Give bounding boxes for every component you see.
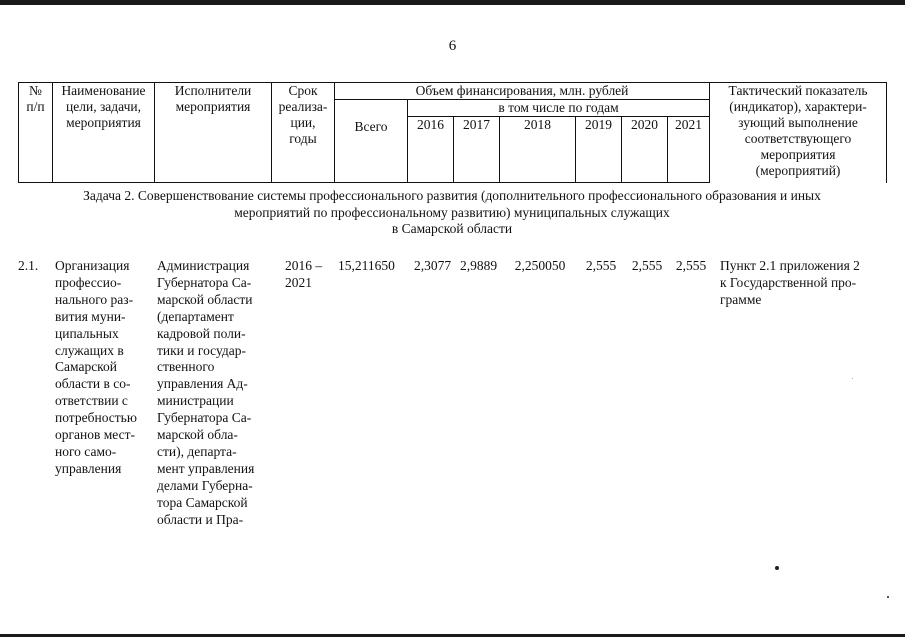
header-financing-title: Объем финансирования, млн. рублей xyxy=(335,83,710,100)
row-year-2020: 2,555 xyxy=(631,258,663,273)
header-year-2021: 2021 xyxy=(668,117,710,183)
task-heading: Задача 2. Совершенствование системы профессионального развития (дополнительного профессионального образования и иных мероприятий по профессиональному развитию) муниципальных служащих в Самарской области xyxy=(83,188,821,236)
scan-speck xyxy=(887,596,889,598)
header-num: № п/п xyxy=(19,83,53,183)
row-year-2017: 2,9889 xyxy=(459,258,498,273)
row-total: 15,211650 xyxy=(338,258,395,273)
header-indicator: Тактический показатель (индикатор), характери- зующий выполнение соответствующего мероприятия (мероприятий) xyxy=(710,83,887,183)
row-term: 2016 – 2021 xyxy=(285,258,323,290)
header-year-2018: 2018 xyxy=(500,117,576,183)
row-indicator: Пункт 2.1 приложения 2 к Государственной про- грамме xyxy=(720,258,860,307)
row-executors: Администрация Губернатора Са- марской области (департамент кадровой поли- тики и государ- ственного управления Ад- министрации Губернатора Са- марской обла- сти), департа- мент управления делами Губерна- тора Самарской области и Пра- xyxy=(157,258,255,527)
header-year-2019: 2019 xyxy=(576,117,622,183)
scan-speck xyxy=(852,378,853,379)
scan-speck xyxy=(775,566,779,570)
page-number: 6 xyxy=(448,38,457,54)
header-year-2016: 2016 xyxy=(408,117,454,183)
header-total: Всего xyxy=(335,100,408,183)
row-year-2018: 2,250050 xyxy=(514,258,566,273)
header-year-2017: 2017 xyxy=(454,117,500,183)
header-executors: Исполнители мероприятия xyxy=(155,83,272,183)
row-measure-name: Организация профессио- нального раз- вития муни- ципальных служащих в Самарской области в со- ответствии с потребностью органов мест- ного само- управления xyxy=(55,258,137,476)
header-term: Срок реализа- ции, годы xyxy=(272,83,335,183)
row-number: 2.1. xyxy=(18,258,39,273)
row-year-2021: 2,555 xyxy=(675,258,707,273)
header-by-years: в том числе по годам xyxy=(408,100,710,117)
row-year-2016: 2,3077 xyxy=(413,258,452,273)
header-year-2020: 2020 xyxy=(622,117,668,183)
row-year-2019: 2,555 xyxy=(585,258,617,273)
top-border-rule xyxy=(0,0,905,5)
bottom-border-rule xyxy=(0,634,905,637)
header-name: Наименование цели, задачи, мероприятия xyxy=(53,83,155,183)
table-header xyxy=(18,82,887,183)
